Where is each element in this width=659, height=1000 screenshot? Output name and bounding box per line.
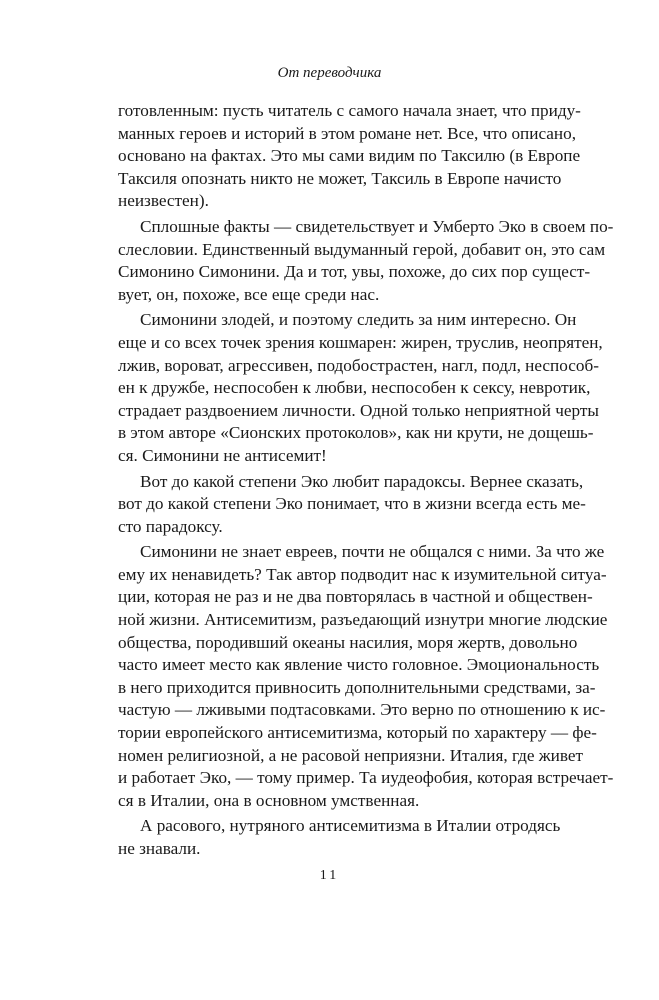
text-line: еще и со всех точек зрения кошмарен: жирен, труслив, неопрятен, — [118, 332, 603, 352]
text-line: ся в Италии, она в основном умственная. — [118, 790, 420, 810]
text-line: манных героев и историй в этом романе нет. Все, что описано, — [118, 123, 577, 143]
text-line: номен религиозной, а не расовой неприязни. Италия, где живет — [118, 745, 584, 765]
text-line: готовленным: пусть читатель с самого начала знает, что приду- — [118, 101, 581, 120]
text-line: вот до какой степени Эко понимает, что в жизни всегда есть ме- — [118, 494, 586, 514]
text-line: ции, которая не раз и не два повторялась в частной и обществен- — [118, 587, 593, 607]
text-line: частую — лживыми подтасовками. Это верно по отношению к ис- — [118, 700, 606, 720]
text-line: Вот до какой степени Эко любит парадоксы. Вернее сказать, — [140, 471, 584, 491]
text-line: ной жизни. Антисемитизм, разъедающий изнутри многие людские — [118, 610, 608, 630]
text-line: страдает раздвоением личности. Одной только неприятной черты — [118, 400, 599, 420]
text-line: ся. Симонини не антисемит! — [118, 445, 327, 465]
text-line: часто имеет место как явление чисто головное. Эмоциональность — [118, 655, 600, 675]
text-line: в него приходится привносить дополнительными средствами, за- — [118, 677, 596, 697]
text-line: слесловии. Единственный выдуманный герой, добавит он, это сам — [118, 239, 606, 259]
text-line: и работает Эко, — тому пример. Та иудеофобия, которая встречает- — [118, 768, 614, 788]
text-line: Таксиля опознать никто не может, Таксиль в Европе начисто — [118, 168, 562, 188]
text-line: тории европейского антисемитизма, который по характеру — фе- — [118, 723, 597, 743]
text-line: неизвестен). — [118, 191, 209, 211]
text-line: общества, породивший океаны насилия, моря жертв, довольно — [118, 632, 578, 652]
text-line: в этом авторе «Сионских протоколов», как ни крути, не дощешь- — [118, 423, 594, 443]
text-line: А расового, нутряного антисемитизма в Италии отродясь — [140, 816, 561, 836]
body-text — [118, 100, 614, 861]
text-line: не знавали. — [118, 839, 201, 858]
text-line: ен к дружбе, неспособен к любви, неспособен к сексу, невротик, — [118, 378, 591, 398]
text-line: сто парадоксу. — [118, 516, 223, 536]
text-line: вует, он, похоже, все еще среди нас. — [118, 284, 380, 304]
text-line: Сплошные факты — свидетельствует и Умберто Эко в своем по- — [140, 216, 614, 236]
text-line: основано на фактах. Это мы сами видим по Таксилю (в Европе — [118, 146, 581, 166]
running-header: От переводчика — [277, 65, 382, 81]
text-line: лжив, вороват, агрессивен, подобострастен, нагл, подл, неспособ- — [118, 355, 599, 375]
page-number: 11 — [319, 868, 340, 883]
text-line: Симонини не знает евреев, почти не общался с ними. За что же — [140, 542, 605, 562]
text-line: Симонини злодей, и поэтому следить за ним интересно. Он — [140, 310, 577, 330]
text-line: ему их ненавидеть? Так автор подводит нас к изумительной ситуа- — [118, 564, 607, 584]
text-line: Симонино Симонини. Да и тот, увы, похоже, до сих пор сущест- — [118, 262, 591, 282]
